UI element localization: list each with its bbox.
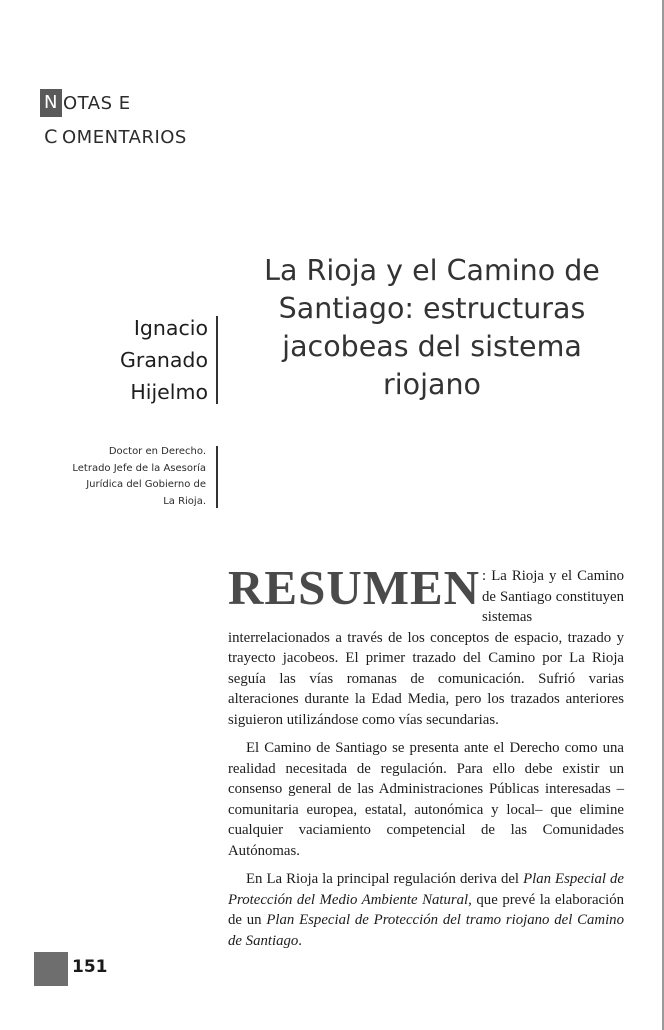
affiliation-line-4: La Rioja. <box>163 495 206 507</box>
affiliation-line-3: Jurídica del Gobierno de <box>86 479 206 490</box>
abstract-text-3a: En La Rioja la principal regulación deriva del <box>246 871 524 887</box>
section-heading <box>40 88 187 152</box>
author-surname-2: Hijelmo <box>130 380 208 404</box>
abstract-text-1: La Rioja y el Camino de Santiago constituyen sistemas interrelacionados a través de los conceptos de espacio, trazado y trayecto jacobeos. El primer trazado del Camino por La Rioja seguía las vías romanas de comunicación. Sufrió varias alteraciones durante la Edad Media, pero los trazados anteriores siguieron utilizándose como vías secundarias. <box>228 568 624 728</box>
author-affiliation <box>30 444 206 510</box>
abstract <box>228 560 624 959</box>
title-line-4: riojano <box>383 368 481 401</box>
title-line-3: jacobeas del sistema <box>282 330 582 363</box>
abstract-paragraph-2: El Camino de Santiago se presenta ante el Derecho como una realidad necesitada de regulación. Para ello debe existir un consenso general de las Administraciones Públicas interesadas –comunitaria europea, estatal, autonómica y local– que elimine cualquier vaciamiento competencial de las Comunidades Autónomas. <box>228 740 624 859</box>
article-title <box>226 252 638 404</box>
affiliation-divider <box>216 446 218 508</box>
page-number-box <box>34 952 68 986</box>
section-heading-text-1: OTAS E <box>63 92 131 114</box>
abstract-plan-name-1: Plan Especial de Protección del Medio Ambiente Natural, <box>228 871 624 908</box>
affiliation-line-1: Doctor en Derecho. <box>108 446 206 457</box>
author-name <box>60 312 208 408</box>
section-heading-line-2 <box>40 122 187 152</box>
abstract-heading: RESUMEN <box>228 560 481 615</box>
affiliation-line-2: Letrado Jefe de la Asesoría <box>72 462 206 474</box>
abstract-colon: : <box>482 568 487 584</box>
author-first-name: Ignacio <box>133 316 208 340</box>
section-heading-line-1 <box>40 88 187 118</box>
section-initial-plain: C <box>44 126 58 148</box>
title-line-1: La Rioja y el Camino de <box>264 254 600 287</box>
abstract-text-3b: que prevé la elaboración de un <box>228 891 624 928</box>
abstract-paragraph-3 <box>228 869 624 951</box>
section-initial-box: N <box>40 89 62 117</box>
abstract-text-3c: . <box>298 932 302 949</box>
author-surname-1: Granado <box>120 348 208 372</box>
title-line-2: Santiago: estructuras <box>278 292 586 325</box>
section-heading-text-2: OMENTARIOS <box>62 126 187 148</box>
abstract-plan-name-2: Plan Especial de Protección del tramo riojano del Camino de Santiago <box>228 912 624 949</box>
page-number: 151 <box>72 957 108 977</box>
abstract-paragraph-1 <box>228 560 624 730</box>
author-divider <box>216 316 218 404</box>
